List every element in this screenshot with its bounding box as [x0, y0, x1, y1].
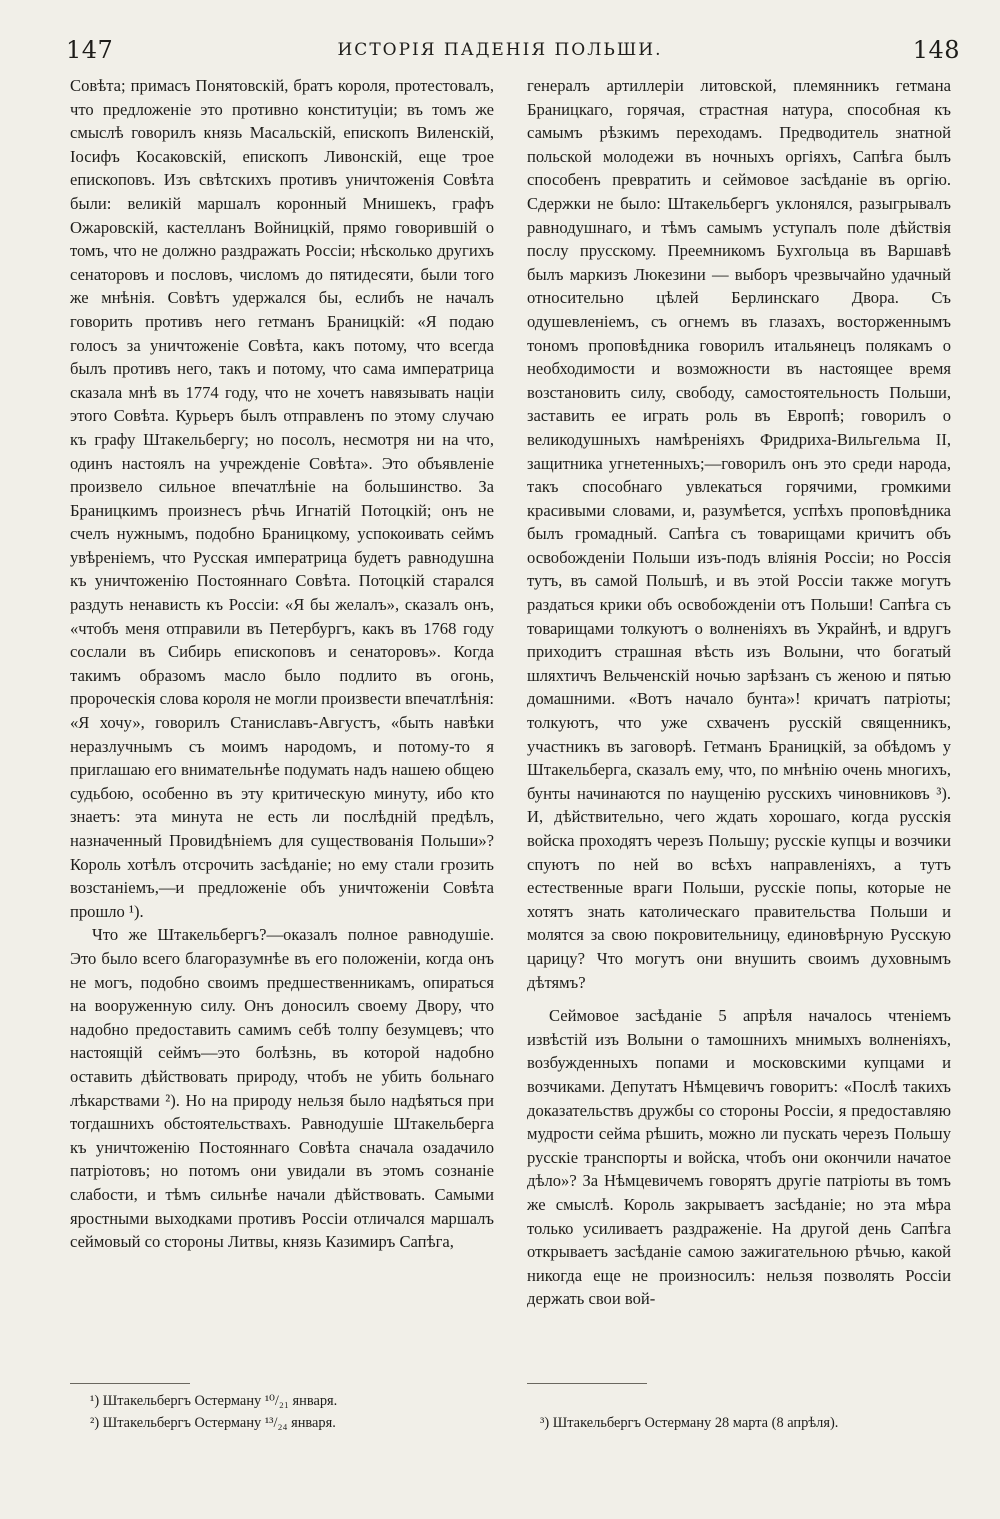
- footnote-2: ²) Штакельбергъ Остерману ¹³/₂₄ января.: [90, 1415, 336, 1431]
- page-number-right: 148: [912, 36, 960, 64]
- footnote-rule-right: [527, 1383, 647, 1384]
- footnote-3: ³) Штакельбергъ Остерману 28 марта (8 апрѣля).: [540, 1415, 839, 1431]
- left-paragraph-1: Совѣта; примасъ Понятовскій, братъ короля, протестовалъ, что предложеніе это противно конституціи; въ томъ же смыслѣ говорилъ князь Масальскій, епископъ Виленскій, Іосифъ Косаковскій, епископъ Ливонскій, еще трое епископовъ. Изъ свѣтскихъ противъ уничтоженія Совѣта были: великій маршалъ коронный Мнишекъ, графъ Ожаровскій, кастелланъ Войницкій, прямо говорившій о томъ, что не должно раздражать Россіи; нѣсколько другихъ сенаторовъ и пословъ, числомъ до пятидесяти, были того же мнѣнія. Совѣтъ удержался бы, еслибъ не началъ говорить противъ него гетманъ Браницкій: «Я подаю голосъ за уничтоженіе Совѣта, какъ потому, что всегда былъ противъ него, такъ и потому, что сама императрица сказала мнѣ въ 1774 году, что не хочетъ навязывать націи этого Совѣта. Курьеръ былъ отправленъ по этому случаю къ графу Штакельбергу; но посолъ, несмотря ни на что, одинъ настоялъ на учрежденіе Совѣта». Это объявленіе произвело сильное впечатлѣніе на большинство. За Браницкимъ произнесъ рѣчь Игнатій Потоцкій; онъ не счелъ нужнымъ, подобно Браницкому, успокоивать сеймъ увѣреніемъ, что Русская императрица будетъ равнодушна къ уничтоженію Постояннаго Совѣта. Потоцкій старался раздуть ненависть къ Россіи: «Я бы желалъ», сказалъ онъ, «чтобъ меня отправили въ Петербургъ, какъ въ 1768 году сослали въ Сибирь епископовъ и сенаторовъ». Когда такимъ образомъ масло было подлито въ огонь, пророческія слова короля не могли произвести впечатлѣнія: «Я хочу», говорилъ Станиславъ-Августъ, «быть навѣки неразлучнымъ съ моимъ народомъ, и потому-то я приглашаю его внимательнѣе подумать надъ нашею общею судьбою, особенно въ эту критическую минуту, ибо кто знаетъ: эта минута не есть ли послѣдній предѣлъ, назначенный Провидѣніемъ для существованія Польши»? Король хотѣлъ отсрочить засѣданіе; но ему стали грозить возстаніемъ,—и предложеніе объ уничтоженіи Совѣта прошло ¹).: [70, 76, 494, 921]
- footnote-rule-left: [70, 1383, 190, 1384]
- right-column: [527, 74, 951, 1311]
- left-column: [70, 74, 494, 1254]
- right-paragraph-1: генералъ артиллеріи литовской, племянникъ гетмана Браницкаго, горячая, страстная натура, способная къ самымъ рѣзкимъ переходамъ. Предводитель знатной польской молодежи въ ночныхъ оргіяхъ, Сапѣга былъ способенъ превратить и сеймовое засѣданіе въ оргію. Сдержки не было: Штакельбергъ уклонялся, разыгрывалъ равнодушнаго, и тѣмъ самымъ уступалъ поле дѣйствія послу прусскому. Преемникомъ Бухгольца въ Варшавѣ былъ маркизъ Люкезини — выборъ чрезвычайно удачный относительно цѣлей Берлинскаго Двора. Съ одушевленіемъ, съ огнемъ въ глазахъ, восторженнымъ тономъ проповѣдника говорилъ итальянецъ полякамъ о необходимости и возможности въ настоящее время возстановить силу, свободу, самостоятельность Польши, заставить ее играть роль въ Европѣ; говорилъ о великодушныхъ намѣреніяхъ Фридриха-Вильгельма II, защитника угнетенныхъ;—говорилъ онъ это среди народа, такъ способнаго увлекаться горячими, громкими красивыми словами, и, разумѣется, успѣхъ проповѣдника былъ громадный. Сапѣга съ товарищами кричитъ объ освобожденіи Польши изъ-подъ вліянія Россіи; но Россія тутъ, въ самой Польшѣ, и въ этой Россіи также могутъ раздаться крики объ освобожденіи отъ Польши! Сапѣга съ товарищами толкуютъ о волненіяхъ въ Украйнѣ, и вдругъ приходитъ страшная вѣсть изъ Волыни, что богатый шляхтичъ Вельченскій ночью зарѣзанъ съ женою и пятью домашними. «Вотъ начало бунта»! кричатъ патріоты; толкуютъ, что уже схваченъ русскій священникъ, участникъ въ заговорѣ. Гетманъ Браницкій, за обѣдомъ у Штакельберга, сказалъ ему, что, по мнѣнію очень многихъ, бунты начинаются по наущенію русскихъ чиновниковъ ³). И, дѣйствительно, чего ждать хорошаго, когда русскія войска проходятъ черезъ Польшу; русскіе купцы и возчики спуютъ по ней во всѣхъ направленіяхъ, а тутъ естественные враги Польши, русскіе попы, которые не хотятъ знать католическаго правительства Польши и молятся за свою покровительницу, единовѣрную Русскую царицу? Что могутъ они внушить своимъ духовнымъ дѣтямъ?: [527, 76, 951, 992]
- page-number-left: 147: [66, 36, 114, 64]
- running-title: ИСТОРІЯ ПАДЕНІЯ ПОЛЬШИ.: [337, 40, 663, 60]
- left-paragraph-2: Что же Штакельбергъ?—оказалъ полное равнодушіе. Это было всего благоразумнѣе въ его положеніи, когда онъ не могъ, подобно своимъ предшественникамъ, опираться на вооруженную силу. Онъ доносилъ своему Двору, что надобно предоставить самимъ себѣ толпу безумцевъ; что настоящій сеймъ—это болѣзнь, въ которой надобно оставить дѣйствовать природу, чтобъ не убить больнаго лѣкарствами ²). Но на природу нельзя было надѣяться при тогдашнихъ обстоятельствахъ. Равнодушіе Штакельберга къ уничтоженію Постояннаго Совѣта сначала озадачило патріотовъ; но потомъ они увидали въ этомъ сознаніе слабости, и тѣмъ сильнѣе начали дѣйствовать. Самыми яростными выходками противъ Россіи отличался маршалъ сеймовый со стороны Литвы, князь Казимиръ Сапѣга,: [70, 925, 494, 1252]
- footnote-1: ¹) Штакельбергъ Остерману ¹⁰/₂₁ января.: [90, 1393, 338, 1409]
- right-paragraph-2: Сеймовое засѣданіе 5 апрѣля началось чтеніемъ извѣстій изъ Волыни о тамошнихъ мнимыхъ волненіяхъ, возбужденныхъ попами и московскими купцами и возчиками. Депутатъ Нѣмцевичъ говоритъ: «Послѣ такихъ доказательствъ дружбы со стороны Россіи, я предоставляю мудрости сейма рѣшить, можно ли пускать черезъ Польшу русскіе транспорты и войска, чтобъ они окончили начатое дѣло»? За Нѣмцевичемъ говорятъ другіе патріоты въ томъ же смыслѣ. Король закрываетъ засѣданіе; но эта мѣра только усиливаетъ раздраженіе. На другой день Сапѣга открываетъ засѣданіе самою зажигательною рѣчью, какой никогда еще не произносилъ: нельзя позволять Россіи держать свои вой-: [527, 1006, 951, 1309]
